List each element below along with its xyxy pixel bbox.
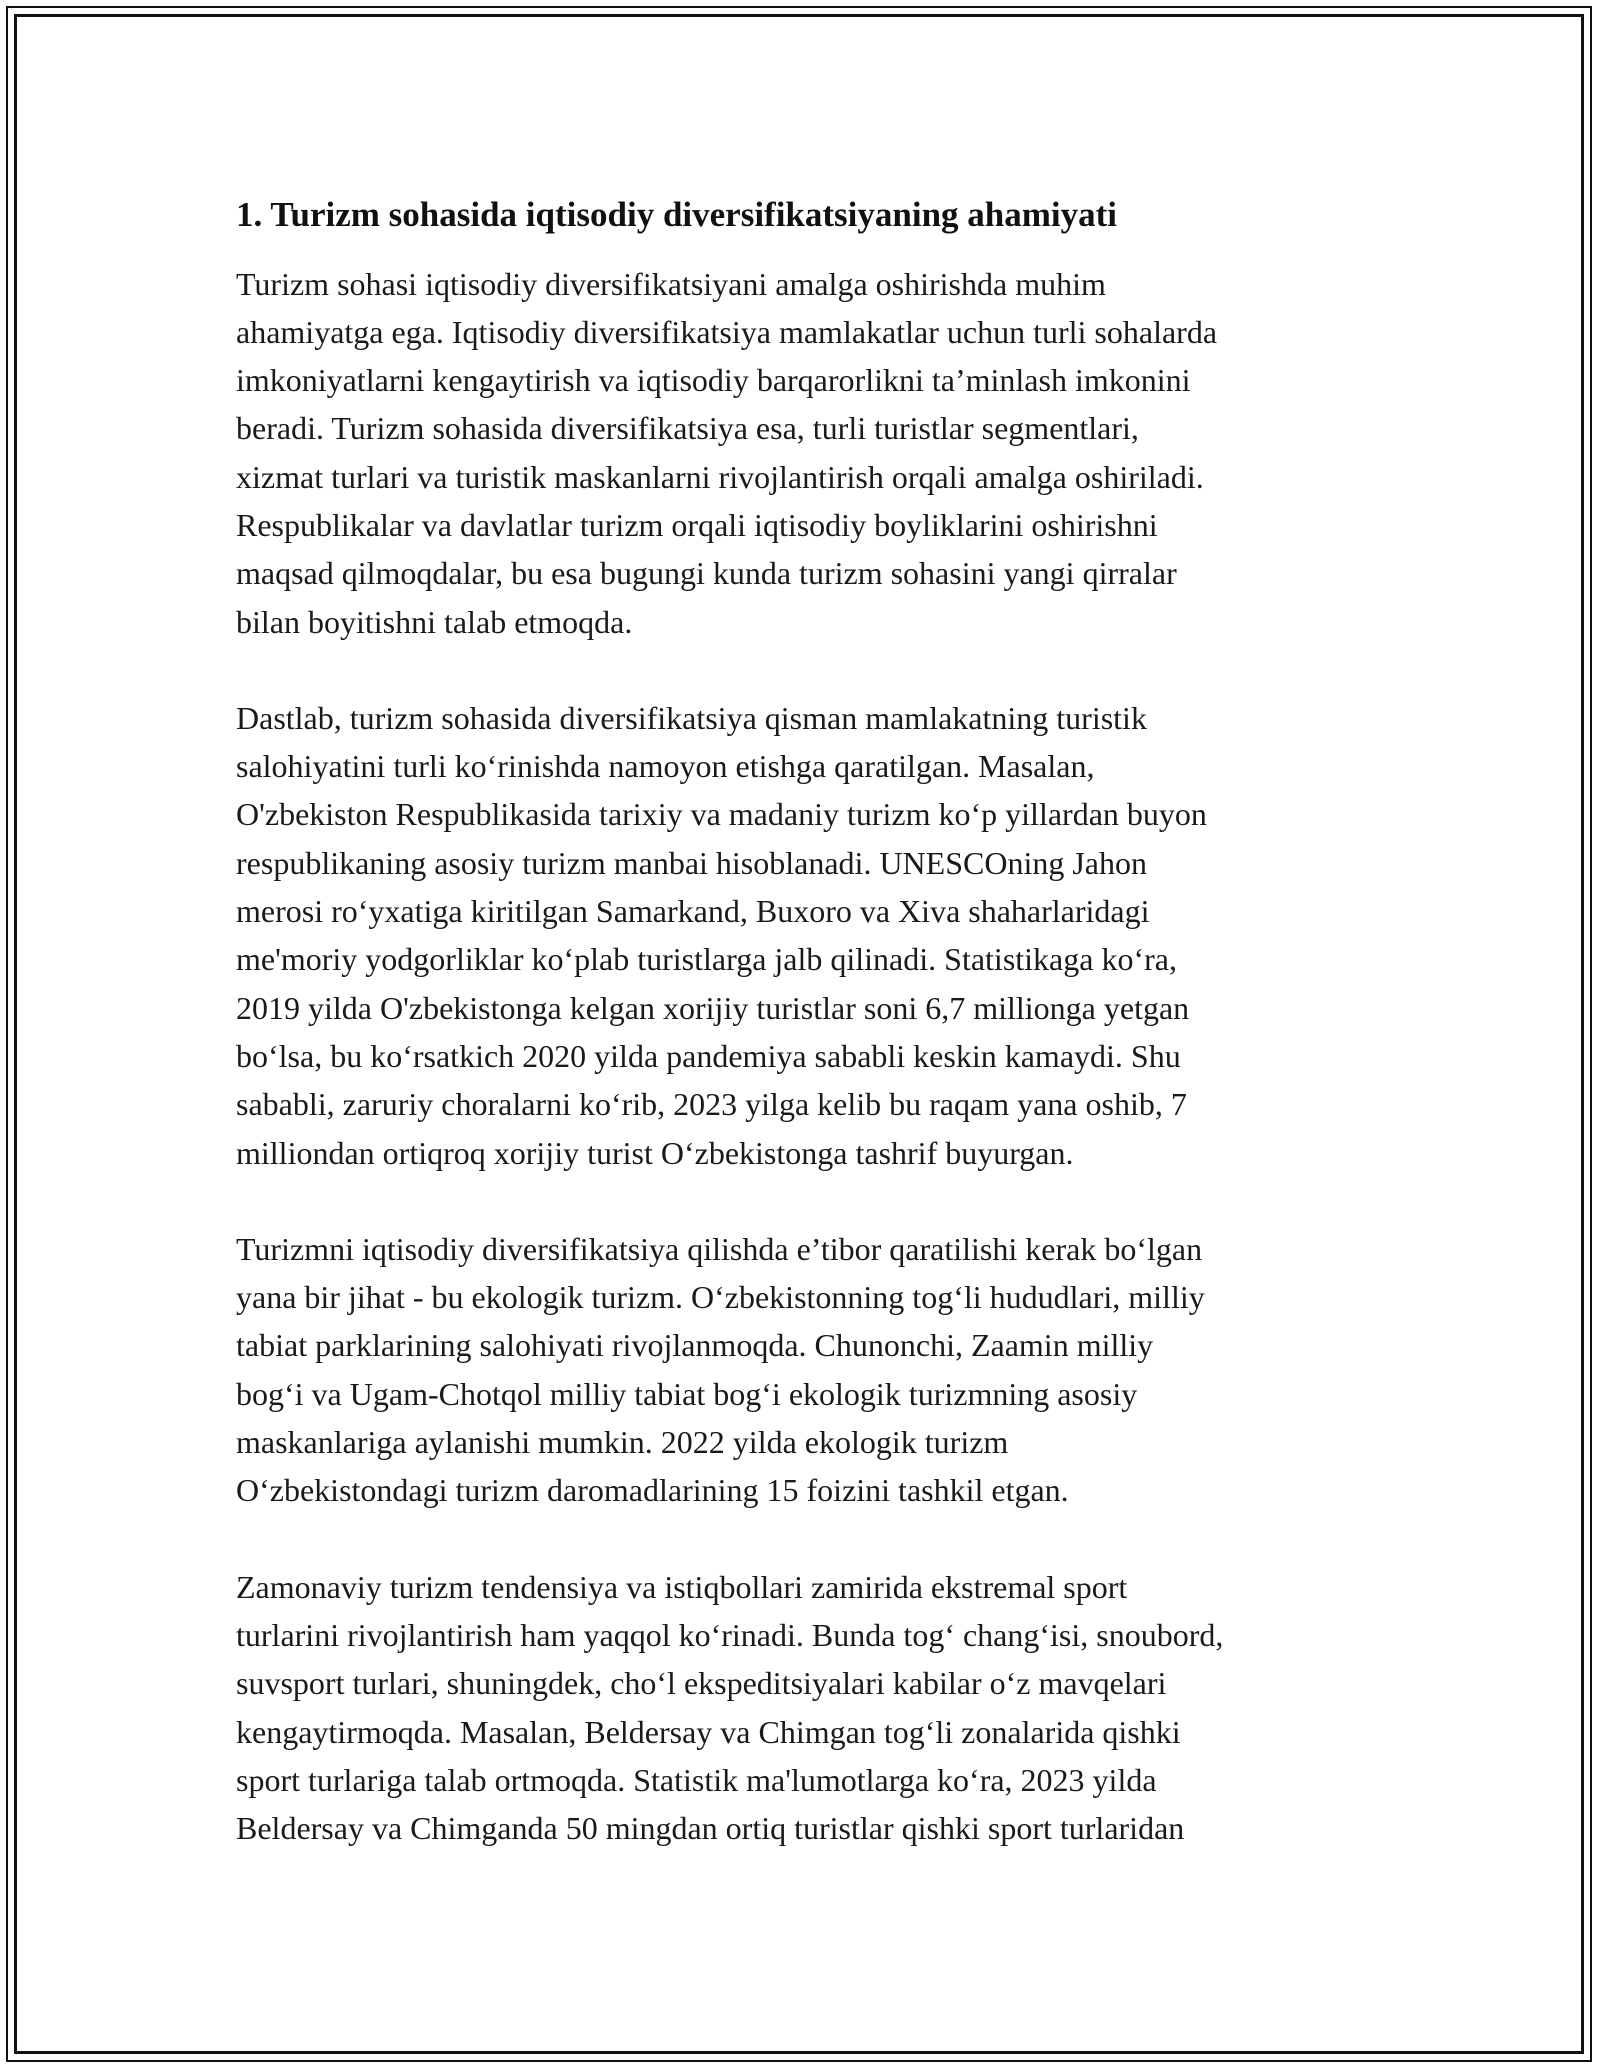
paragraph-eco-tourism: Turizmni iqtisodiy diversifikatsiya qilishda e’tibor qaratilishi kerak bo‘lgan yana bir jihat - bu ekologik turizm. O‘zbekistonning tog‘li hududlari, milliy tabiat parklarining salohiyati rivojlanmoqda. Chunonchi, Zaamin milliy bog‘i va Ugam-Chotqol milliy tabiat bog‘i ekologik turizmning asosiy maskanlariga aylanishi mumkin. 2022 yilda ekologik turizm O‘zbekistondagi turizm daromadlarining 15 foizini tashkil etgan. bbox=[236, 1230, 1205, 1509]
paragraph-extreme-sport: Zamonaviy turizm tendensiya va istiqbollari zamirida ekstremal sport turlarini rivojlantirish ham yaqqol ko‘rinadi. Bunda tog‘ chang‘isi, snoubord, suvsport turlari, shuningdek, cho‘l ekspeditsiyalari kabilar o‘z mavqelari kengaytirmoqda. Masalan, Beldersay va Chimgan tog‘li zonalarida qishki sport turlariga talab ortmoqda. Statistik ma'lumotlarga ko‘ra, 2023 yilda Beldersay va Chimganda 50 mingdan ortiq turistlar qishki sport turlaridan bbox=[236, 1568, 1224, 1847]
paragraph-importance: Turizm sohasi iqtisodiy diversifikatsiyani amalga oshirishda muhim ahamiyatga ega. Iqtisodiy diversifikatsiya mamlakatlar uchun turli sohalarda imkoniyatlarni kengaytirish va iqtisodiy barqarorlikni ta’minlash imkonini beradi. Turizm sohasida diversifikatsiya esa, turli turistlar segmentlari, xizmat turlari va turistik maskanlarni rivojlantirish orqali amalga oshiriladi. Respublikalar va davlatlar turizm orqali iqtisodiy boyliklarini oshirishni maqsad qilmoqdalar, bu esa bugungi kunda turizm sohasini yangi qirralar bilan boyitishni talab etmoqda. bbox=[236, 265, 1218, 640]
document-body bbox=[236, 180, 1386, 1900]
paragraph-history-culture: Dastlab, turizm sohasida diversifikatsiya qisman mamlakatning turistik salohiyatini turli ko‘rinishda namoyon etishga qaratilgan. Masalan, O'zbekiston Respublikasida tarixiy va madaniy turizm ko‘p yillardan buyon respublikaning asosiy turizm manbai hisoblanadi. UNESCOning Jahon merosi ro‘yxatiga kiritilgan Samarkand, Buxoro va Xiva shaharlaridagi me'moriy yodgorliklar ko‘plab turistlarga jalb qilinadi. Statistikaga ko‘ra, 2019 yilda O'zbekistonga kelgan xorijiy turistlar soni 6,7 millionga yetgan bo‘lsa, bu ko‘rsatkich 2020 yilda pandemiya sababli keskin kamaydi. Shu sababli, zaruriy choralarni ko‘rib, 2023 yilga kelib bu raqam yana oshib, 7 milliondan ortiqroq xorijiy turist O‘zbekistonga tashrif buyurgan. bbox=[236, 699, 1207, 1171]
section-heading: 1. Turizm sohasida iqtisodiy diversifikatsiyaning ahamiyati bbox=[236, 195, 1118, 234]
